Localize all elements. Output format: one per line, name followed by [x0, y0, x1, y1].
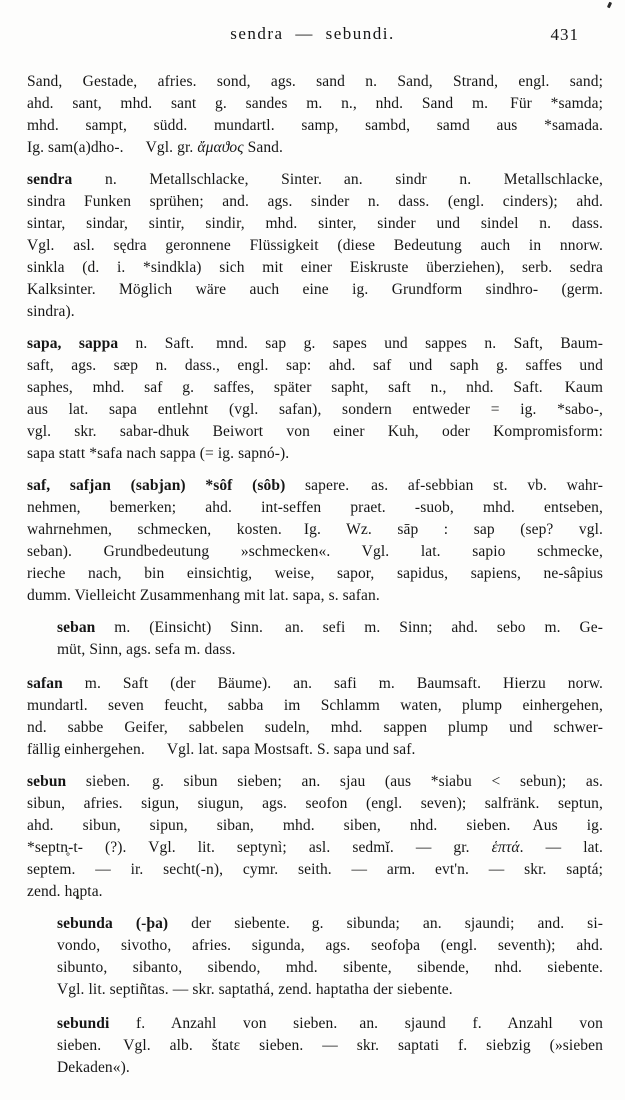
text-segment: saphes, mhd. saf g. saffes, später sapht, saft n., nhd. Saft. [27, 379, 543, 396]
text-segment: Sand, Gestade, afries. sond, ags. sand n. Sand, Strand, engl. sand; [27, 73, 603, 90]
text-line [57, 979, 603, 1001]
text-segment: n. Metallschlacke, Sinter. [72, 171, 322, 188]
text-line [57, 1057, 603, 1079]
entry-headword: sendra [27, 171, 73, 188]
word-gap [101, 1049, 123, 1050]
dictionary-entry-sebundi [57, 1013, 603, 1079]
text-segment: Kalksinter. Möglich wäre auch eine ig. Grundform sindhro- (germ. [27, 281, 603, 298]
text-line [27, 673, 603, 695]
text-segment: sintar, sindar, sintir, sindir, mhd. sinter, sinder und sindel n. dass. [27, 215, 603, 232]
text-segment: Ig. sam(a)dho-. [27, 139, 124, 156]
text-line [57, 1035, 603, 1057]
text-segment: Vgl. lat. sapa Mostsaft. S. sapa und saf. [166, 741, 416, 758]
text-line [27, 235, 603, 257]
dictionary-entry-safan [27, 673, 603, 761]
text-segment: g. sibun sieben; an. sjau (aus *siabu < sebun); as. [152, 773, 603, 790]
entry-headword: seban [57, 619, 96, 636]
dictionary-entry-sapa-sappa [27, 333, 603, 465]
text-segment: g. sibunda; an. sjaundi; and. si- [311, 915, 603, 932]
text-line [27, 695, 603, 717]
dictionary-entry-sebun [27, 771, 603, 903]
text-segment: sindra). [27, 303, 75, 320]
text-segment: m. Saft (der Bäume). [62, 675, 272, 692]
word-gap [511, 829, 533, 830]
text-line [27, 815, 603, 837]
dictionary-entry-sand-continuation [27, 71, 603, 159]
entry-headword: sebun [27, 773, 67, 790]
text-segment: sieben. [66, 773, 131, 790]
text-segment: . — lat. [519, 839, 603, 856]
text-segment: an. sjaund f. Anzahl von [359, 1015, 603, 1032]
text-line [27, 475, 603, 497]
text-segment: sindra Funken sprühen; and. ags. sinder n. dass. (engl. cinders); ahd. [27, 193, 603, 210]
text-segment: n. Saft. [118, 335, 195, 352]
text-line [57, 617, 603, 639]
greek-text: ἑπτά [491, 839, 520, 856]
text-line [57, 913, 603, 935]
word-gap [130, 785, 152, 786]
entry-headword: safan [27, 675, 63, 692]
text-segment: mnd. sap g. sapes und sappes n. Saft, Baum- [216, 335, 603, 352]
text-line [27, 443, 603, 465]
text-segment: f. Anzahl von sieben. [109, 1015, 338, 1032]
text-segment: Kaum [564, 379, 603, 396]
text-segment: nehmen, bemerken; ahd. int-seffen praet. -suob, mhd. entseben, [27, 499, 603, 516]
entry-headword: sebunda (-þa) [57, 915, 169, 932]
text-segment: Vgl. asl. sędra geronnene Flüssigkeit (diese Bedeutung auch in nnorw. [27, 237, 603, 254]
text-segment: sibunto, sibanto, sibendo, mhd. sibente, sibende, nhd. siebente. [57, 959, 603, 976]
word-gap [337, 1027, 359, 1028]
dictionary-entry-sendra [27, 169, 603, 323]
text-line [27, 739, 603, 761]
text-line [27, 399, 603, 421]
entries-column [27, 71, 603, 1091]
text-segment: zend. hapta. [27, 883, 103, 900]
text-line [27, 355, 603, 377]
entry-headword: sapa, sappa [27, 335, 119, 352]
text-line [27, 93, 603, 115]
text-segment: nd. sabbe Geifer, sabbelen sudeln, mhd. sappen plump und schwer- [27, 719, 603, 736]
text-line [27, 257, 603, 279]
page-number: 431 [550, 25, 579, 44]
text-line [27, 541, 603, 563]
text-line [27, 859, 603, 881]
text-line [27, 213, 603, 235]
text-segment: mundartl. seven feucht, sabba im Schlamm waten, plump einhergehen, [27, 697, 603, 714]
word-gap [194, 347, 216, 348]
text-line [27, 519, 603, 541]
text-line [27, 279, 603, 301]
text-segment: Vgl. gr. [145, 139, 198, 156]
text-segment: wahrnehmen, schmecken, kosten. [27, 521, 282, 538]
text-line [27, 333, 603, 355]
text-segment: aus lat. sapa entlehnt (vgl. safan), sondern entweder = ig. *sabo-, [27, 401, 603, 418]
word-gap [145, 753, 167, 754]
text-segment: fällig einhergehen. [27, 741, 145, 758]
word-gap [322, 183, 344, 184]
text-segment: ahd. sant, mhd. sant g. sandes m. n., nhd. Sand m. [27, 95, 489, 112]
text-segment: Aus ig. [532, 817, 603, 834]
word-gap [263, 631, 285, 632]
dictionary-entry-sebunda [57, 913, 603, 1001]
text-segment: sapa statt *safa nach sappa (= ig. sapnó-). [27, 445, 290, 462]
text-line [57, 639, 603, 661]
text-segment: Dekaden«). [57, 1059, 130, 1076]
text-line [27, 191, 603, 213]
text-segment: ahd. sibun, sipun, siban, mhd. siben, nhd. sieben. [27, 817, 511, 834]
text-line [27, 793, 603, 815]
dictionary-entry-saf-safjan [27, 475, 603, 607]
word-gap [290, 927, 312, 928]
text-line [27, 137, 603, 159]
text-segment: müt, Sinn, ags. sefa m. dass. [57, 641, 236, 658]
text-segment: an. sindr n. Metallschlacke, [343, 171, 604, 188]
text-segment: Vgl. lit. septiñtas. — skr. saptathá, zend. haptatha der siebente. [57, 981, 453, 998]
text-line [27, 563, 603, 585]
text-segment: sinkla (d. i. *sindkla) sich mit einer Eiskruste überziehen), serb. sedra [27, 259, 603, 276]
text-line [27, 421, 603, 443]
page-header [0, 24, 625, 48]
text-segment: Vgl. alb. štatε sieben. — skr. saptati f. siebzig (»sieben [123, 1037, 603, 1054]
text-segment: vgl. skr. sabar-dhuk Beiwort von einer Kuh, oder Kompromisform: [27, 423, 603, 440]
text-line [27, 585, 603, 607]
word-gap [124, 151, 146, 152]
entry-headword: sebundi [57, 1015, 110, 1032]
text-segment: as. af-sebbian st. vb. wahr- [371, 477, 603, 494]
text-line [27, 837, 603, 859]
text-line [57, 935, 603, 957]
text-line [27, 717, 603, 739]
text-line [27, 169, 603, 191]
text-segment: der siebente. [168, 915, 290, 932]
running-title: sendra — sebundi. [230, 24, 395, 43]
text-segment: seban). Grundbedeutung »schmecken«. Vgl. lat. sapio schmecke, [27, 543, 603, 560]
text-segment: an. sefi m. Sinn; ahd. sebo m. Ge- [285, 619, 603, 636]
text-line [27, 301, 603, 323]
text-segment: mhd. sampt, südd. mundartl. samp, sambd, samd aus *samada. [27, 117, 603, 134]
text-segment: Ig. Wz. sāp : sap (sep? vgl. [303, 521, 603, 538]
entry-headword: saf, safjan (sabjan) *sôf (sôb) [27, 477, 286, 494]
text-segment: sapere. [285, 477, 350, 494]
text-segment: *septn̥-t- (?). Vgl. lit. septynì; asl. sedmĭ. — gr. [27, 839, 492, 856]
word-gap [282, 533, 304, 534]
text-segment: sieben. [57, 1037, 102, 1054]
word-gap [543, 391, 565, 392]
text-line [57, 1013, 603, 1035]
greek-text: ἄμαϑος [197, 139, 244, 156]
text-segment: Für *samda; [510, 95, 603, 112]
text-line [27, 71, 603, 93]
text-line [27, 881, 603, 903]
text-segment: dumm. Vielleicht Zusammenhang mit lat. sapa, s. safan. [27, 587, 380, 604]
text-segment: vondo, sivotho, afries. sigunda, ags. seofoþa (engl. seventh); ahd. [57, 937, 603, 954]
text-line [27, 497, 603, 519]
word-gap [271, 687, 293, 688]
word-gap [488, 107, 510, 108]
text-segment: Sand. [243, 139, 284, 156]
text-segment: sibun, afries. sigun, siugun, ags. seofon (engl. seven); salfränk. septun, [27, 795, 603, 812]
text-segment: saft, ags. sæp n. dass., engl. sap: ahd. saf und saph g. saffes und [27, 357, 603, 374]
text-segment: an. safi m. Baumsaft. Hierzu norw. [293, 675, 603, 692]
text-line [57, 957, 603, 979]
text-line [27, 771, 603, 793]
text-line [27, 377, 603, 399]
dictionary-entry-seban [57, 617, 603, 661]
text-line [27, 115, 603, 137]
text-segment: septem. — ir. secht(-n), cymr. seith. — arm. evt'n. — skr. saptá; [27, 861, 603, 878]
text-segment: rieche nach, bin einsichtig, weise, sapor, sapidus, sapiens, ne-sâpius [27, 565, 603, 582]
text-segment: m. (Einsicht) Sinn. [95, 619, 263, 636]
word-gap [349, 489, 371, 490]
scan-speck [607, 2, 612, 9]
